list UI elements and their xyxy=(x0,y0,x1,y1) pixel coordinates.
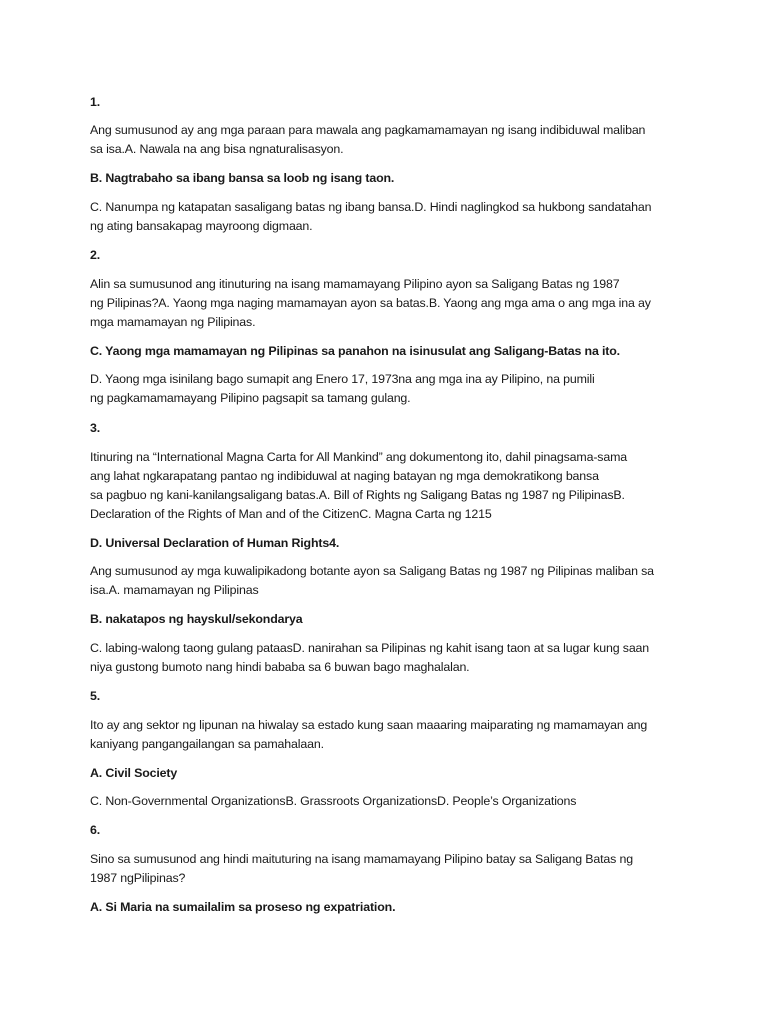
text-line: D. Universal Declaration of Human Rights4. xyxy=(90,536,340,550)
question-number-6 xyxy=(90,821,680,840)
text-line: A. Si Maria na sumailalim sa proseso ng expatriation. xyxy=(90,900,396,914)
answer-3-highlighted xyxy=(90,534,680,553)
text-line: Sino sa sumusunod ang hindi maituturing na isang mamamayang Pilipino batay sa Saligang Batas ng xyxy=(90,852,633,866)
question-number-2 xyxy=(90,246,680,265)
text-line: 2. xyxy=(90,248,101,262)
text-line: B. nakatapos ng hayskul/sekondarya xyxy=(90,612,303,626)
question-5-text xyxy=(90,716,680,754)
answer-5-highlighted xyxy=(90,764,680,783)
text-line: mga mamamayan ng Pilipinas. xyxy=(90,315,256,329)
text-line: C. Yaong mga mamamayan ng Pilipinas sa panahon na isinusulat ang Saligang-Batas na ito. xyxy=(90,344,620,358)
text-line: 6. xyxy=(90,823,101,837)
question-number-1 xyxy=(90,93,680,112)
question-number-3 xyxy=(90,419,680,438)
text-line: Declaration of the Rights of Man and of the CitizenC. Magna Carta ng 1215 xyxy=(90,507,492,521)
text-line: 1. xyxy=(90,95,101,109)
text-line: 5. xyxy=(90,689,101,703)
answer-1-highlighted xyxy=(90,169,680,188)
text-line: ng Pilipinas?A. Yaong mga naging mamamayan ayon sa batas.B. Yaong ang mga ama o ang mga ina ay xyxy=(90,296,651,310)
question-2-text xyxy=(90,275,680,332)
text-line: 1987 ngPilipinas? xyxy=(90,871,186,885)
text-line: C. labing-walong taong gulang pataasD. nanirahan sa Pilipinas ng kahit isang taon at sa lugar kung saan xyxy=(90,641,650,655)
text-line: ng ating bansakapag mayroong digmaan. xyxy=(90,219,313,233)
answer-2-highlighted xyxy=(90,342,680,361)
text-line: ng pagkamamamayang Pilipino pagsapit sa tamang gulang. xyxy=(90,391,411,405)
text-line: B. Nagtrabaho sa ibang bansa sa loob ng isang taon. xyxy=(90,171,395,185)
question-1-text xyxy=(90,121,680,159)
question-1-choices xyxy=(90,198,680,236)
answer-6-highlighted xyxy=(90,898,680,917)
text-line: Ang sumusunod ay mga kuwalipikadong botante ayon sa Saligang Batas ng 1987 ng Pilipinas maliban sa xyxy=(90,564,654,578)
text-line: C. Non-Governmental OrganizationsB. Grassroots OrganizationsD. People’s Organizations xyxy=(90,794,577,808)
text-line: A. Civil Society xyxy=(90,766,178,780)
question-6-text xyxy=(90,850,680,888)
answer-4-highlighted xyxy=(90,610,680,629)
text-line: niya gustong bumoto nang hindi bababa sa 6 buwan bago maghalalan. xyxy=(90,660,470,674)
question-number-5 xyxy=(90,687,680,706)
text-line: isa.A. mamamayan ng Pilipinas xyxy=(90,583,259,597)
question-4-choices xyxy=(90,639,680,677)
text-line: Ito ay ang sektor ng lipunan na hiwalay sa estado kung saan maaaring maiparating ng mamamayan ang xyxy=(90,718,648,732)
question-3-text xyxy=(90,448,680,524)
question-5-choices xyxy=(90,792,680,811)
text-line: Alin sa sumusunod ang itinuturing na isang mamamayang Pilipino ayon sa Saligang Batas ng 1987 xyxy=(90,277,620,291)
text-line: sa isa.A. Nawala na ang bisa ngnaturalisasyon. xyxy=(90,142,344,156)
text-line: kaniyang pangangailangan sa pamahalaan. xyxy=(90,737,324,751)
text-line: Itinuring na “International Magna Carta for All Mankind” ang dokumentong ito, dahil pinagsama-sama xyxy=(90,450,627,464)
text-line: Ang sumusunod ay ang mga paraan para mawala ang pagkamamamayan ng isang indibiduwal maliban xyxy=(90,123,646,137)
text-line: 3. xyxy=(90,421,101,435)
text-line: C. Nanumpa ng katapatan sasaligang batas ng ibang bansa.D. Hindi naglingkod sa hukbong sandatahan xyxy=(90,200,652,214)
question-2-choices xyxy=(90,370,680,408)
text-line: ang lahat ngkarapatang pantao ng indibiduwal at naging batayan ng mga demokratikong bansa xyxy=(90,469,599,483)
text-line: D. Yaong mga isinilang bago sumapit ang Enero 17, 1973na ang mga ina ay Pilipino, na pumili xyxy=(90,372,595,386)
text-line: sa pagbuo ng kani-kanilangsaligang batas.A. Bill of Rights ng Saligang Batas ng 1987 ng PilipinasB. xyxy=(90,488,625,502)
question-4-text xyxy=(90,562,680,600)
